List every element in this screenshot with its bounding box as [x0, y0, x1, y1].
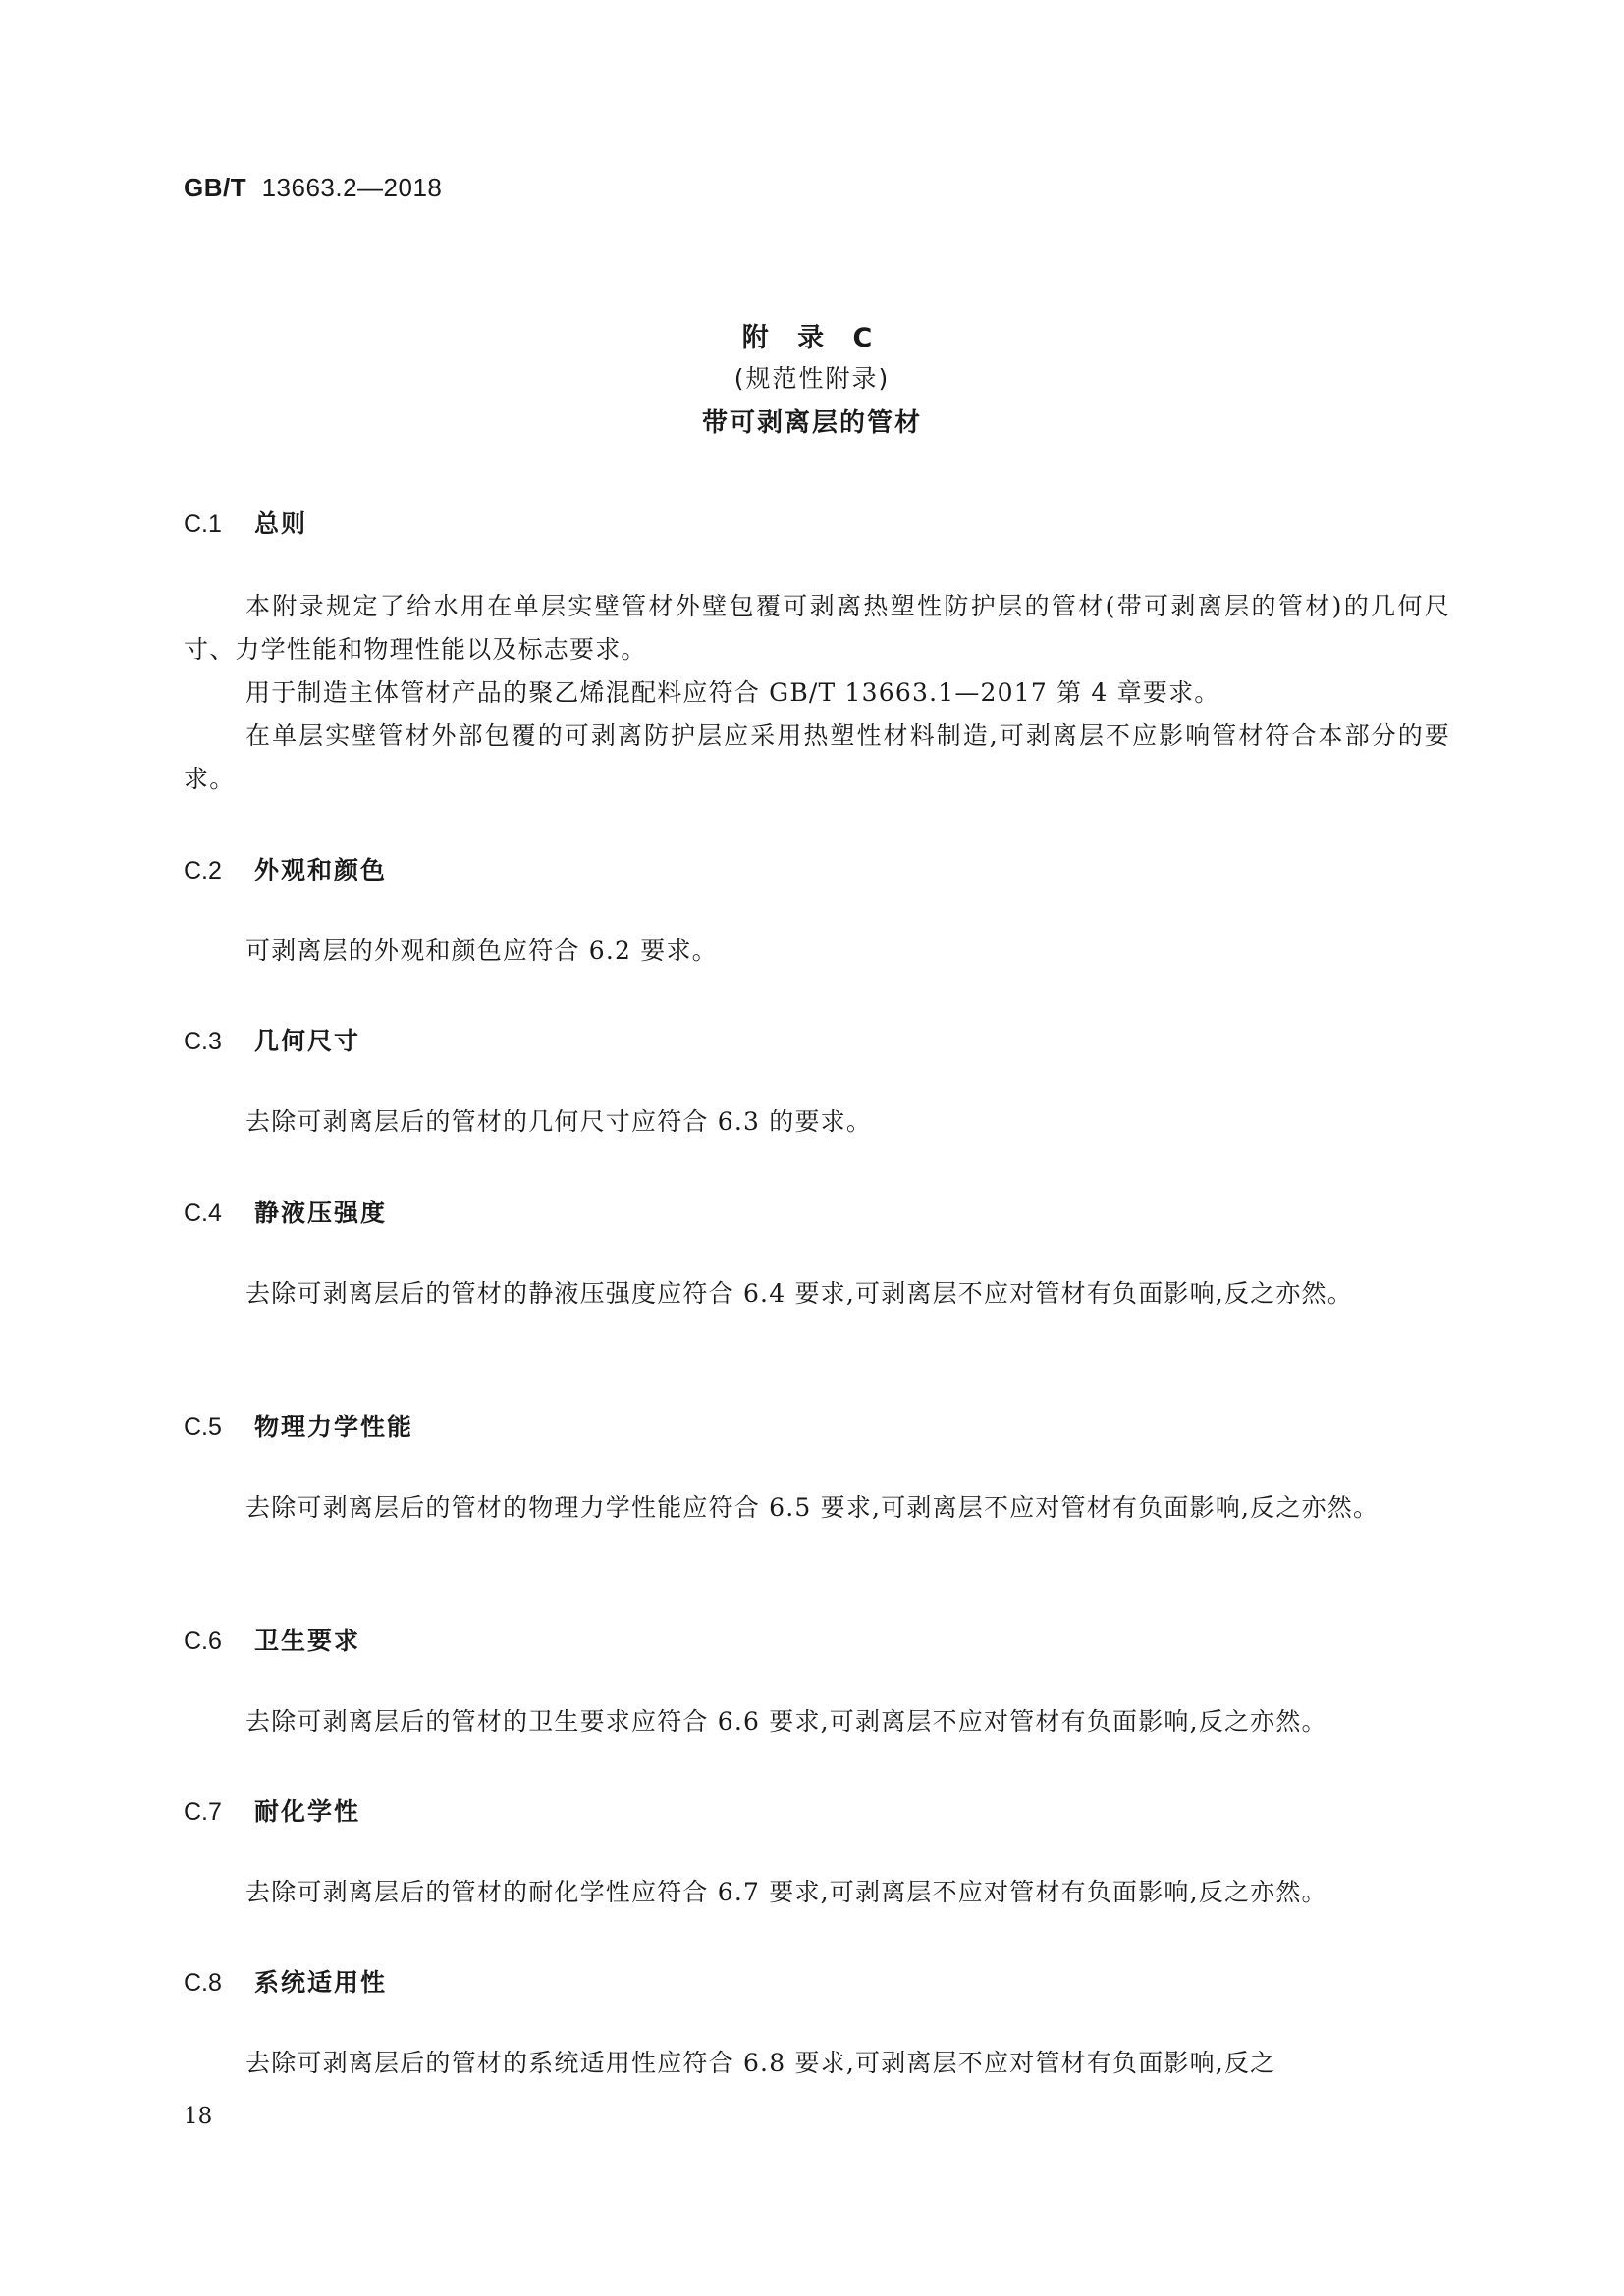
standard-prefix: GB/T — [184, 173, 247, 202]
section-number: C.8 — [184, 1969, 222, 1997]
section-heading — [184, 1965, 1450, 2001]
paragraph: 可剥离层的外观和颜色应符合 6.2 要求。 — [245, 936, 718, 965]
paragraph: 用于制造主体管材产品的聚乙烯混配料应符合 GB/T 13663.1—2017 第 4 章要求。 — [245, 678, 1220, 707]
appendix-title: 带可剥离层的管材 — [701, 408, 922, 438]
section-title: 耐化学性 — [254, 1797, 361, 1826]
section-number: C.4 — [184, 1200, 222, 1227]
page-number: 18 — [184, 2104, 213, 2129]
section-title: 总则 — [254, 509, 308, 538]
paragraph: 去除可剥离层后的管材的系统适用性应符合 6.8 要求,可剥离层不应对管材有负面影响,反之 — [245, 2049, 1276, 2077]
section-c3 — [184, 1024, 1450, 1144]
section-number: C.6 — [184, 1628, 222, 1655]
section-c6 — [184, 1624, 1450, 1743]
section-title: 静液压强度 — [254, 1199, 388, 1227]
section-number: C.5 — [184, 1414, 222, 1441]
standard-code — [184, 173, 442, 203]
paragraph: 去除可剥离层后的管材的耐化学性应符合 6.7 要求,可剥离层不应对管材有负面影响,反之亦然。 — [245, 1878, 1327, 1906]
section-c2 — [184, 853, 1450, 973]
section-c1 — [184, 507, 1450, 801]
section-heading — [184, 853, 1450, 888]
paragraph: 在单层实壁管材外部包覆的可剥离防护层应采用热塑性材料制造,可剥离层不应影响管材符合本部分的要求。 — [184, 721, 1450, 793]
section-title: 卫生要求 — [254, 1627, 361, 1655]
section-title: 外观和颜色 — [254, 856, 388, 884]
appendix-type: (规范性附录) — [733, 364, 891, 393]
section-heading — [184, 1624, 1450, 1659]
section-number: C.1 — [184, 510, 222, 538]
section-heading — [184, 507, 1450, 542]
section-number: C.7 — [184, 1798, 222, 1826]
section-heading — [184, 1024, 1450, 1059]
section-title: 物理力学性能 — [254, 1413, 414, 1441]
section-number: C.3 — [184, 1028, 222, 1055]
paragraph: 去除可剥离层后的管材的静液压强度应符合 6.4 要求,可剥离层不应对管材有负面影响,反之亦然。 — [245, 1279, 1353, 1308]
paragraph: 去除可剥离层后的管材的几何尺寸应符合 6.3 的要求。 — [245, 1107, 873, 1136]
section-heading — [184, 1196, 1450, 1231]
section-c7 — [184, 1794, 1450, 1914]
section-heading — [184, 1794, 1450, 1830]
section-title: 系统适用性 — [254, 1968, 388, 1997]
appendix-label: 附 录 C — [741, 323, 883, 353]
section-c5 — [184, 1410, 1450, 1529]
paragraph: 本附录规定了给水用在单层实壁管材外壁包覆可剥离热塑性防护层的管材(带可剥离层的管材)的几何尺寸、力学性能和物理性能以及标志要求。 — [184, 592, 1450, 664]
section-number: C.2 — [184, 857, 222, 884]
paragraph: 去除可剥离层后的管材的物理力学性能应符合 6.5 要求,可剥离层不应对管材有负面影响,反之亦然。 — [245, 1493, 1380, 1522]
section-c4 — [184, 1196, 1450, 1315]
section-c8 — [184, 1965, 1450, 2085]
standard-number: 13663.2—2018 — [261, 173, 443, 202]
paragraph: 去除可剥离层后的管材的卫生要求应符合 6.6 要求,可剥离层不应对管材有负面影响,反之亦然。 — [245, 1707, 1327, 1735]
section-heading — [184, 1410, 1450, 1445]
section-title: 几何尺寸 — [254, 1027, 361, 1055]
